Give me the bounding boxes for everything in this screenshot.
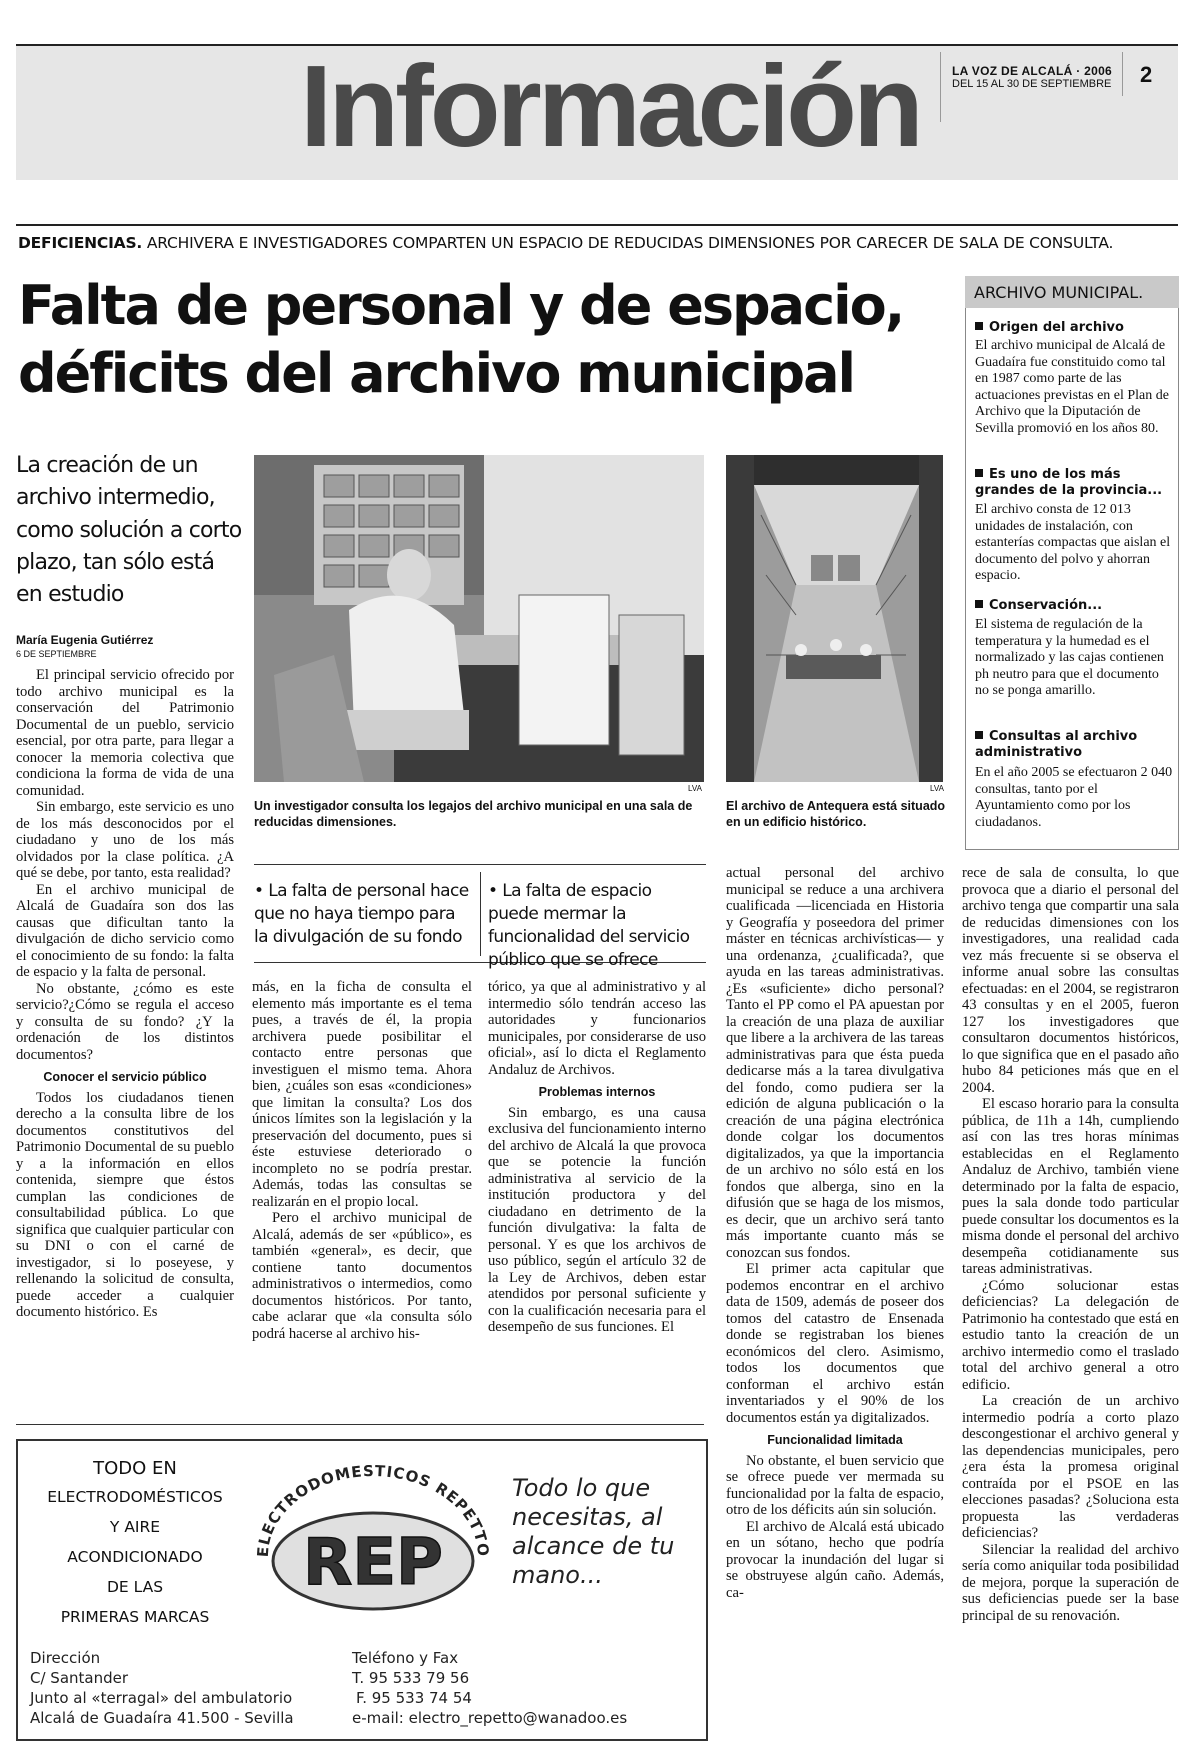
- article-column-1: [16, 667, 234, 1321]
- article-column-4: [726, 865, 944, 1601]
- kicker-text: ARCHIVERA E INVESTIGADORES COMPARTEN UN ESPACIO DE REDUCIDAS DIMENSIONES POR CARECER DE SALA DE CONSULTA.: [146, 234, 1114, 252]
- subhead-conocer: Conocer el servicio público: [43, 1070, 207, 1084]
- article-column-3: [488, 979, 706, 1336]
- ad-email: e-mail: electro_repetto@wanadoo.es: [352, 1709, 628, 1727]
- paragraph: actual personal del archivo municipal se reduce a una archivera cualificada —licenciada en Historia y Geografía y poseedora del primer máster en técnicas archivísticas— y una ordenanza, ¿cualificada?, que ayuda en las tareas administrativas. ¿Es «suficiente» dicho personal? Tanto el PP como el PA apuestan por la creación de una plaza de auxiliar que libere a la archivera de las tareas administrativas para que ésta pueda dedicarse más a la tarea divulgativa del fondo, como pudiera ser la edición de alguna publicación o la creación de una página electrónica donde colgar los documentos digitalizados, ya que la importancia de un archivo no sólo está en los fondos que alberga, sino en la difusión que se haga de los mismos, es decir, que un archivo será tanto más importante cuanto más se conozcan sus fondos.: [726, 865, 944, 1261]
- masthead-divider: [1122, 52, 1123, 96]
- ad-address-street: C/ Santander: [30, 1669, 129, 1687]
- paragraph: tórico, ya que al administrativo y al intermedio sólo tendrán acceso las autoridades y funcionarios municipales, por considerarse de uso oficial», así lo dicta el Reglamento Andaluz de Archivos.: [488, 979, 706, 1078]
- paragraph: más, en la ficha de consulta el elemento más importante es el tema pues, a través de él, la propia archivera puede posibilitar el contacto entre personas que investiguen el mismo tema. Ahora bien, ¿cuáles son esas «condiciones» que limitan la consulta? Los dos únicos límites son la legislación y la preservación del documento, pues si éste estuviese deteriorado o incompleto no se podría prestar. Además, todas las consultas se realizarán en el propio local.: [252, 979, 472, 1210]
- pull-quote-divider: [480, 872, 481, 956]
- photo-researcher-caption: Un investigador consulta los legajos del archivo municipal en una sala de reducidas dimensiones.: [254, 799, 693, 829]
- paragraph: La creación de un archivo intermedio podría a corto plazo descongestionar el archivo general y las dependencias municipales, pero ¿era ésta la promesa original contraída por el PSOE en las elecciones pasadas? ¿Soluciona esta propuesta las verdaderas deficiencias?: [962, 1393, 1179, 1541]
- sidebar-item-text: El sistema de regulación de la temperatura y la humedad es el normalizado y las cajas contienen ph neutro para que el documento no se ponga amarillo.: [975, 617, 1164, 698]
- ad-address-detail: Junto al «terragal» del ambulatorio: [30, 1689, 293, 1707]
- photo-researcher: [254, 455, 704, 782]
- sidebar-title: ARCHIVO MUNICIPAL.: [974, 283, 1144, 302]
- sidebar-item-heading: Consultas al archivo administrativo: [975, 729, 1138, 760]
- ad-line: PRIMERAS MARCAS: [60, 1608, 210, 1626]
- square-bullet-icon: [975, 469, 983, 477]
- issue-date: DEL 15 AL 30 DE SEPTIEMBRE: [952, 78, 1112, 90]
- pull-quote-espacio: • La falta de espacio puede mermar la funcionalidad del servicio público que se ofrece: [488, 881, 690, 970]
- square-bullet-icon: [975, 731, 983, 739]
- paragraph: En el archivo municipal de Alcalá de Guadaíra son dos las causas que dificultan tanto la divulgación de dicho servicio como el conocimiento de su fondo: la falta de espacio y la falta de personal.: [16, 881, 234, 980]
- paragraph: No obstante, el buen servicio que se ofrece puede ver mermada su funcionalidad por la falta de espacio, otro de los déficits aún sin solución.: [726, 1452, 944, 1518]
- logo-arc-text: ELECTRODOMESTICOS REPETTO: [253, 1461, 493, 1558]
- subhead-problemas: Problemas internos: [538, 1085, 656, 1099]
- headline-line-2: déficits del archivo municipal: [18, 341, 855, 405]
- photo-antequera-caption: El archivo de Antequera está situado en un edificio histórico.: [726, 799, 946, 829]
- dateline: 6 DE SEPTIEMBRE: [16, 649, 97, 659]
- paragraph: No obstante, ¿cómo es este servicio?¿Cómo se regula el acceso y consulta de su fondo? ¿Y la ordenación de los distintos documentos?: [16, 980, 234, 1063]
- ad-phone: T. 95 533 79 56: [352, 1669, 470, 1687]
- section-title: Información: [300, 41, 920, 171]
- page-number: 2: [1140, 62, 1153, 87]
- ad-line: ELECTRODOMÉSTICOS: [47, 1488, 223, 1506]
- paragraph: El archivo de Alcalá está ubicado en un sótano, hecho que podría provocar la inundación del lugar si se obstruyese algún caño. Además, ca-: [726, 1518, 944, 1601]
- square-bullet-icon: [975, 600, 983, 608]
- headline-line-1: Falta de personal y de espacio,: [18, 274, 904, 337]
- kicker-label: DEFICIENCIAS.: [18, 234, 143, 252]
- ad-line: DE LAS: [106, 1578, 164, 1596]
- ad-slogan: Todo lo que necesitas, al alcance de tu mano...: [512, 1474, 675, 1589]
- ad-line: Y AIRE: [109, 1518, 161, 1536]
- photo-antequera-archive: [726, 455, 943, 782]
- rep-logo-image: [248, 1446, 498, 1626]
- deck: La creación de un archivo intermedio, como solución a corto plazo, tan sólo está en estudio: [16, 453, 242, 608]
- paragraph: El principal servicio ofrecido por todo archivo municipal es la conservación del Patrimonio Documental de un pueblo, servicio esencial, por otra parte, para llegar a conocer la memoria colectiva que condiciona la forma de vida de una comunidad.: [16, 667, 234, 799]
- ad-top-rule: [16, 1424, 704, 1425]
- rep-logo: [248, 1446, 498, 1626]
- paragraph: El escaso horario para la consulta pública, de 11h a 14h, cumpliendo así con las tres horas mínimas establecidas en el Reglamento Andaluz de Archivo, también viene determinado por la falta de espacio, pues la sala donde todo particular puede consultar los documentos es la misma donde el personal del archivo desempeña cotidianamente sus tareas administrativas.: [962, 1096, 1179, 1277]
- paragraph: Pero el archivo municipal de Alcalá, además de ser «público», es también «general», es decir, que contiene tanto documentos administrativos o intermedios, como documentos históricos. Por tanto, cabe aclarar que «la consulta sólo podrá hacerse al archivo his-: [252, 1210, 472, 1342]
- ad-line: ACONDICIONADO: [67, 1548, 203, 1566]
- sidebar-item-heading: Origen del archivo: [975, 320, 1175, 336]
- sidebar-item-text: El archivo consta de 12 013 unidades de instalación, con estanterías compactas que aislan el documento del polvo y ahorran espacio.: [975, 502, 1171, 583]
- square-bullet-icon: [975, 322, 983, 330]
- photo-antequera-credit: LVA: [930, 784, 944, 793]
- ad-address-city: Alcalá de Guadaíra 41.500 - Sevilla: [30, 1709, 294, 1727]
- byline: María Eugenia Gutiérrez: [16, 633, 154, 647]
- pull-quote-rule-top: [254, 864, 706, 865]
- sidebar-item-heading: Es uno de los más grandes de la provincia...: [975, 467, 1163, 498]
- article-column-5: [962, 865, 1179, 1624]
- logo-text: REP: [303, 1526, 443, 1600]
- photo-researcher-credit: LVA: [688, 784, 702, 793]
- ad-address-label: Dirección: [30, 1649, 101, 1667]
- paragraph: El primer acta capitular que podemos encontrar en el archivo data de 1509, además de poseer dos tomos del catastro de Ensenada donde se registraban los bienes económicos del clero. Asimismo, todos los documentos que conforman el archivo están inventariados y el 90% de los documentos están ya digitalizados.: [726, 1261, 944, 1426]
- paragraph: Silenciar la realidad del archivo sería como aniquilar toda posibilidad de mejora, porque la superación de sus deficiencias puede ser la base principal de su renovación.: [962, 1541, 1179, 1624]
- ad-line: TODO EN: [93, 1458, 177, 1479]
- ad-phone-label: Teléfono y Fax: [352, 1649, 459, 1667]
- sidebar-item-heading: Conservación...: [975, 598, 1173, 614]
- article-column-2: [252, 979, 472, 1342]
- publication-name: LA VOZ DE ALCALÁ · 2006: [952, 64, 1113, 78]
- photo-antequera-image: [726, 455, 943, 782]
- paragraph: Todos los ciudadanos tienen derecho a la consulta libre de los documentos constitutivos del Patrimonio Documental de su pueblo y a la información en ellos contenida, siempre que éstos cumplan las condiciones de consultabilidad pública. Lo que significa que cualquier particular con su DNI o con el carné de investigador, si lo poseyese, y rellenando la solicitud de consulta, puede acceder a cualquier documento histórico. Es: [16, 1089, 234, 1320]
- kicker-rule: [16, 224, 1178, 226]
- paragraph: rece de sala de consulta, lo que provoca que a diario el personal del archivo tenga que compartir una sala de reducidas dimensiones con los investigadores, una realidad cada vez más frecuente si se observa el informe anual sobre las consultas efectuadas: en el 2004, se registraron 43 consultas y en el 2005, fueron 127 los investigadores que consultaron documentos históricos, lo que significa que en el pasado año hubo 84 peticiones más que en el 2004.: [962, 865, 1179, 1096]
- paragraph: Sin embargo, este servicio es uno de los más desconocidos por el ciudadano y uno de los más olvidados por la clase política. ¿A qué se debe, por tanto, esta realidad?: [16, 799, 234, 881]
- pull-quote-personal: • La falta de personal hace que no haya tiempo para la divulgación de su fondo: [254, 881, 469, 947]
- sidebar-item-text: En el año 2005 se efectuaron 2 040 consultas, tanto por el Ayuntamiento como por los ciudadanos.: [975, 765, 1173, 830]
- headline: [18, 272, 948, 407]
- ad-fax: F. 95 533 74 54: [356, 1689, 472, 1707]
- subhead-funcionalidad: Funcionalidad limitada: [767, 1433, 903, 1447]
- photo-researcher-image: [254, 455, 704, 782]
- paragraph: ¿Cómo solucionar estas deficiencias? La delegación de Patrimonio ha contestado que está en estudio tanto la creación de un archivo intermedio como el traslado total del archivo general a otro edificio.: [962, 1277, 1179, 1393]
- sidebar-item-text: El archivo municipal de Alcalá de Guadaíra fue constituido como tal en 1987 como parte de las actuaciones previstas en el Plan de Archivo que la Diputación de Sevilla promovió en los años 80.: [975, 338, 1169, 436]
- kicker: [18, 234, 1113, 252]
- paragraph: Sin embargo, es una causa exclusiva del funcionamiento interno del archivo de Alcalá la que provoca que se potencie la función administrativa al servicio de la institución productora y del ciudadano en detrimento de la función divulgativa: la falta de personal. Y es que los archivos de uso público, según el artículo 32 de la Ley de Archivos, deben estar atendidos por personal suficiente y con la cualificación necesaria para el desempeño de sus funciones. El: [488, 1104, 706, 1335]
